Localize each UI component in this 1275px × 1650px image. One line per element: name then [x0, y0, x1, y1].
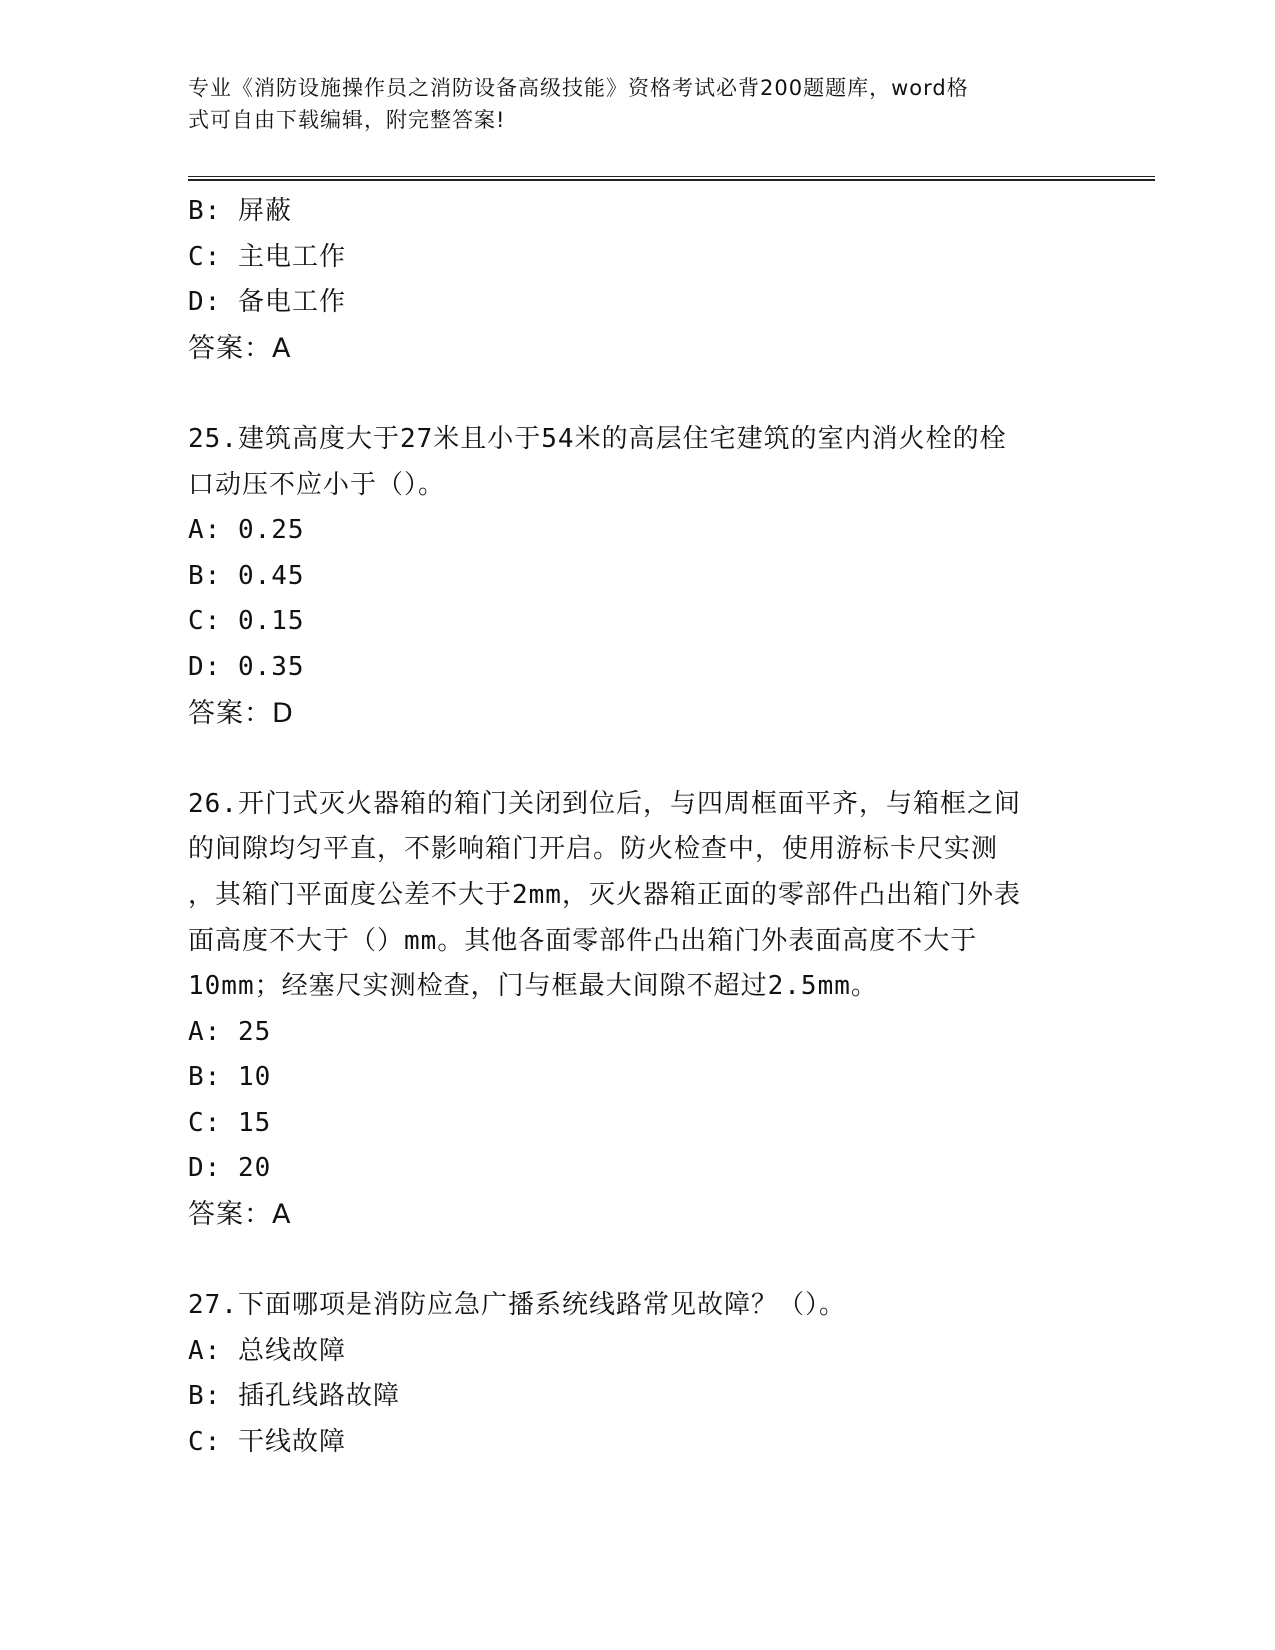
question-content: [188, 189, 1088, 1466]
header-line-2: 式可自由下载编辑，附完整答案!: [188, 108, 506, 132]
option-a: A: 0.25: [188, 515, 305, 546]
document-header: [188, 72, 1068, 136]
option-c: C: 主电工作: [188, 241, 346, 272]
question-27: [188, 1283, 1088, 1465]
question-stem-line: ，其箱门平面度公差不大于2mm，灭火器箱正面的零部件凸出箱门外表: [188, 879, 1021, 910]
option-a: A: 总线故障: [188, 1335, 346, 1366]
option-a: A: 25: [188, 1016, 272, 1047]
answer-line: 答案：A: [188, 1199, 292, 1231]
spacer: [188, 736, 1088, 782]
question-25: [188, 417, 1088, 736]
option-b: B: 插孔线路故障: [188, 1381, 400, 1412]
option-d: D: 备电工作: [188, 287, 346, 318]
question-stem-line: 25.建筑高度大于27米且小于54米的高层住宅建筑的室内消火栓的栓: [188, 423, 1007, 454]
option-d: D: 20: [188, 1153, 272, 1184]
answer-line: 答案：D: [188, 697, 294, 729]
spacer: [188, 1238, 1088, 1284]
header-divider: [188, 176, 1155, 181]
spacer: [188, 371, 1088, 417]
header-line-1: 专业《消防设施操作员之消防设备高级技能》资格考试必背200题题库，word格: [188, 76, 969, 100]
option-b: B: 0.45: [188, 560, 305, 591]
question-stem-line: 26.开门式灭火器箱的箱门关闭到位后，与四周框面平齐，与箱框之间: [188, 788, 1021, 819]
question-26: [188, 782, 1088, 1238]
answer-line: 答案：A: [188, 332, 292, 364]
option-c: C: 0.15: [188, 606, 305, 637]
previous-question-tail: [188, 189, 1088, 371]
option-c: C: 干线故障: [188, 1427, 346, 1458]
option-d: D: 0.35: [188, 651, 305, 682]
question-stem-line: 的间隙均匀平直，不影响箱门开启。防火检查中，使用游标卡尺实测: [188, 834, 999, 865]
option-b: B: 屏蔽: [188, 196, 292, 226]
question-stem-line: 口动压不应小于（）。: [188, 469, 446, 500]
option-b: B: 10: [188, 1062, 272, 1093]
question-stem-line: 面高度不大于（）mm。其他各面零部件凸出箱门外表面高度不大于: [188, 925, 978, 956]
question-stem-line: 10mm；经塞尺实测检查，门与框最大间隙不超过2.5mm。: [188, 971, 878, 1002]
question-stem-line: 27.下面哪项是消防应急广播系统线路常见故障？（）。: [188, 1290, 846, 1321]
option-c: C: 15: [188, 1107, 272, 1138]
